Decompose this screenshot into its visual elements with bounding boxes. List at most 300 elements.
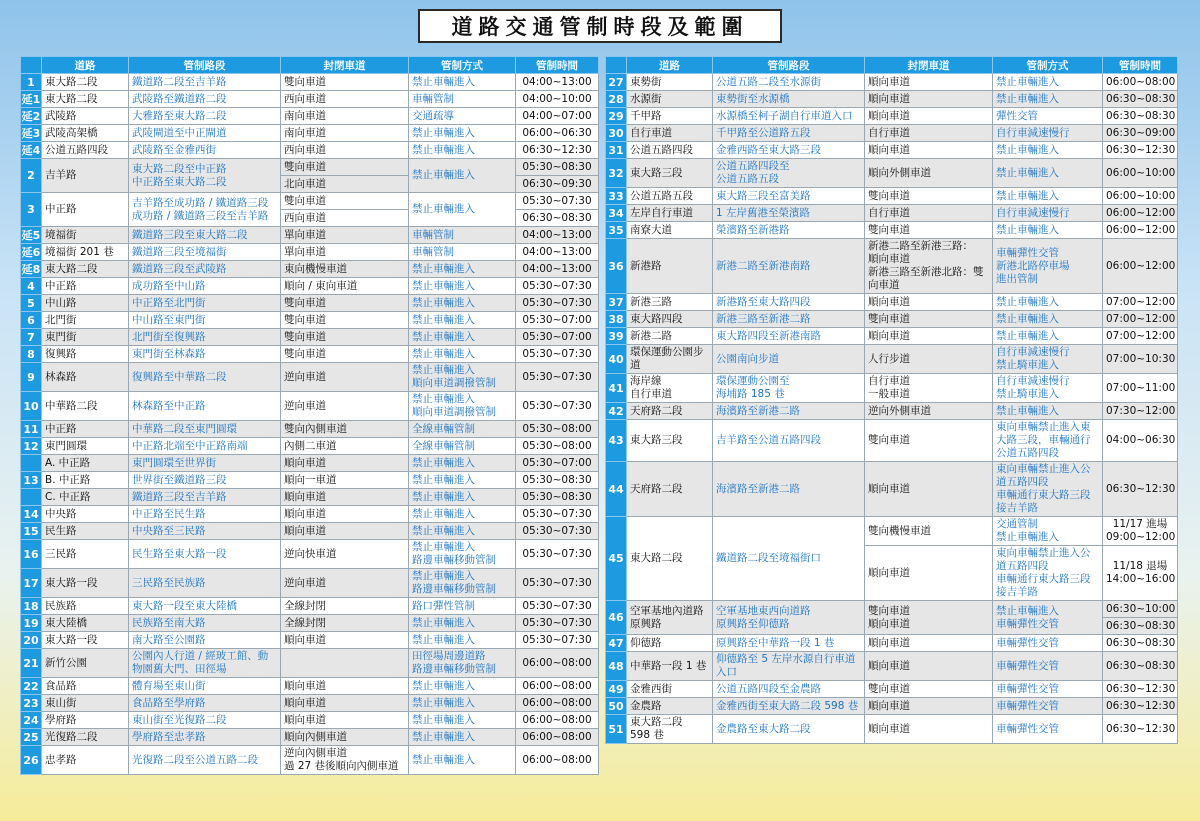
row-number: 32 bbox=[606, 159, 627, 188]
method-text: 大路三段，車輛通行 bbox=[996, 434, 1091, 446]
section-text: 林森路至中正路 bbox=[132, 399, 206, 412]
lane-cell bbox=[281, 108, 409, 125]
time-text: 05:30~07:30 bbox=[522, 547, 592, 560]
method-cell bbox=[409, 295, 516, 312]
road-name: 學府路 bbox=[45, 713, 77, 726]
time-cell bbox=[1103, 311, 1178, 328]
method-text: 禁止車輛進入 bbox=[412, 203, 475, 215]
method-text: 接吉羊路 bbox=[996, 502, 1038, 514]
method-text: 禁止車輛進入 bbox=[996, 75, 1059, 88]
time-text: 06:00~12:00 bbox=[1106, 223, 1176, 236]
road-name: 三民路 bbox=[45, 547, 77, 560]
method-text: 自行車減速慢行 bbox=[996, 346, 1070, 358]
time-cell bbox=[1103, 601, 1178, 635]
method-cell bbox=[993, 517, 1103, 546]
section-text: 體育場至東山街 bbox=[132, 679, 206, 692]
lane-text: 雙向車道 bbox=[281, 193, 408, 210]
lane-text: 自行車道 bbox=[868, 375, 910, 387]
time-cell bbox=[516, 421, 599, 438]
road-name: 公道五路四段 bbox=[630, 143, 693, 156]
method-text: 禁止車輛進入 bbox=[412, 330, 475, 343]
lane-text: 順向車道 bbox=[284, 633, 326, 646]
section-cell bbox=[713, 188, 865, 205]
method-cell bbox=[993, 652, 1103, 681]
method-text: 車輛通行東大路三段 bbox=[996, 573, 1091, 585]
method-text: 禁止車輛進入 bbox=[412, 126, 475, 139]
row-number: 50 bbox=[606, 698, 627, 715]
lane-text: 全線封閉 bbox=[284, 599, 326, 612]
method-text: 東向車輛禁止進入公 bbox=[996, 547, 1091, 559]
row-number: 延6 bbox=[21, 245, 41, 259]
time-cell bbox=[1103, 159, 1178, 188]
lane-cell bbox=[281, 91, 409, 108]
road-name: C. 中正路 bbox=[45, 490, 91, 503]
header-section: 管制路段 bbox=[713, 57, 865, 74]
table-row bbox=[21, 523, 599, 540]
row-number: 22 bbox=[21, 678, 42, 695]
road-name: 中山路 bbox=[45, 296, 77, 309]
road-cell bbox=[627, 108, 713, 125]
section-text: 中正路北端至中正路南端 bbox=[132, 439, 248, 452]
lane-cell bbox=[865, 374, 993, 403]
lane-cell bbox=[281, 193, 409, 227]
method-cell bbox=[993, 328, 1103, 345]
road-cell bbox=[42, 746, 129, 775]
time-text: 04:00~13:00 bbox=[522, 228, 592, 241]
method-cell bbox=[993, 635, 1103, 652]
method-cell bbox=[993, 91, 1103, 108]
time-text: 05:30~07:30 bbox=[516, 193, 598, 210]
road-name: 林森路 bbox=[45, 370, 77, 383]
road-cell bbox=[42, 506, 129, 523]
lane-cell bbox=[865, 125, 993, 142]
method-cell bbox=[993, 462, 1103, 517]
header-lane: 封閉車道 bbox=[281, 57, 409, 74]
section-text: 民族路至南大路 bbox=[132, 616, 206, 629]
section-cell bbox=[129, 421, 281, 438]
time-cell bbox=[516, 142, 599, 159]
time-cell bbox=[516, 244, 599, 261]
lane-text: 全線封閉 bbox=[284, 616, 326, 629]
road-cell bbox=[627, 635, 713, 652]
time-text: 05:30~07:00 bbox=[522, 330, 592, 343]
section-text: 水源橋至柯子湖自行車道入口 bbox=[716, 109, 853, 122]
time-text: 04:00~07:00 bbox=[522, 109, 592, 122]
time-cell bbox=[516, 261, 599, 278]
method-text: 禁止車輛進入 bbox=[996, 295, 1059, 308]
section-text: 東門街至林森路 bbox=[132, 347, 206, 360]
time-cell bbox=[516, 540, 599, 569]
method-text: 禁止車輛進入 bbox=[412, 473, 475, 486]
road-cell bbox=[42, 261, 129, 278]
time-text: 05:30~07:30 bbox=[522, 633, 592, 646]
road-cell bbox=[627, 142, 713, 159]
lane-cell bbox=[281, 261, 409, 278]
time-text: 05:30~08:30 bbox=[516, 159, 598, 176]
section-cell bbox=[713, 715, 865, 744]
row-number: 41 bbox=[606, 374, 627, 403]
time-cell bbox=[1103, 420, 1178, 462]
table-row bbox=[21, 227, 599, 244]
row-number: 延2 bbox=[21, 109, 41, 123]
section-cell bbox=[129, 346, 281, 363]
road-name: 公道五路四段 bbox=[45, 143, 108, 156]
lane-cell bbox=[281, 489, 409, 506]
row-number: 16 bbox=[21, 540, 42, 569]
method-cell bbox=[409, 540, 516, 569]
row-number: 9 bbox=[21, 363, 42, 392]
method-text: 車輛彈性交管 bbox=[996, 659, 1059, 672]
road-name: 忠孝路 bbox=[45, 753, 77, 766]
lane-cell bbox=[281, 615, 409, 632]
time-cell bbox=[516, 125, 599, 142]
lane-cell bbox=[281, 695, 409, 712]
section-cell bbox=[129, 489, 281, 506]
section-text: 武陵路至金雅西街 bbox=[132, 143, 216, 156]
time-cell bbox=[1103, 142, 1178, 159]
method-text: 禁止車輛進入 bbox=[412, 713, 475, 726]
road-name: 食品路 bbox=[45, 679, 77, 692]
time-cell bbox=[1103, 652, 1178, 681]
time-text: 06:30~08:30 bbox=[522, 212, 592, 224]
road-cell bbox=[627, 328, 713, 345]
method-text: 彈性交管 bbox=[996, 109, 1038, 122]
time-text: 09:00~12:00 bbox=[1106, 531, 1176, 543]
road-cell bbox=[42, 125, 129, 142]
time-cell bbox=[516, 295, 599, 312]
method-cell bbox=[993, 159, 1103, 188]
time-cell bbox=[516, 615, 599, 632]
section-cell bbox=[713, 403, 865, 420]
road-cell bbox=[42, 74, 129, 91]
time-text: 06:00~12:00 bbox=[1106, 259, 1176, 272]
section-text: 仰德路至 5 左岸水源自行車道 bbox=[716, 653, 856, 665]
section-text: 鐵道路三段至境福街 bbox=[132, 245, 227, 258]
road-cell bbox=[42, 346, 129, 363]
lane-text: 逆向內側車道 bbox=[284, 747, 347, 759]
method-cell bbox=[409, 91, 516, 108]
road-cell bbox=[42, 244, 129, 261]
section-text: 海埔路 185 巷 bbox=[716, 388, 785, 400]
road-cell bbox=[627, 374, 713, 403]
row-number: 42 bbox=[606, 403, 627, 420]
header-method: 管制方式 bbox=[993, 57, 1103, 74]
row-number: 延3 bbox=[21, 126, 41, 140]
section-text: 中央路至三民路 bbox=[132, 524, 206, 537]
lane-text: 雙向車道 bbox=[868, 434, 910, 446]
row-number: 27 bbox=[606, 74, 627, 91]
road-cell bbox=[42, 108, 129, 125]
method-cell bbox=[409, 392, 516, 421]
lane-cell bbox=[865, 652, 993, 681]
lane-text: 過 27 巷後順向內側車道 bbox=[284, 760, 399, 772]
method-cell bbox=[409, 261, 516, 278]
lane-text: 順向車道 bbox=[868, 617, 910, 630]
time-text: 06:30~12:30 bbox=[1106, 482, 1176, 495]
time-text: 04:00~13:00 bbox=[522, 245, 592, 258]
road-name: 東大路一段 bbox=[45, 633, 98, 646]
road-name: 水源街 bbox=[630, 92, 662, 105]
section-cell bbox=[713, 159, 865, 188]
method-text: 禁止車輛進入 bbox=[996, 166, 1059, 179]
method-text: 車輛彈性交管 bbox=[996, 246, 1059, 259]
road-name: 新港二路 bbox=[630, 329, 672, 342]
time-cell bbox=[516, 227, 599, 244]
section-cell bbox=[129, 392, 281, 421]
road-cell bbox=[42, 615, 129, 632]
method-cell bbox=[409, 312, 516, 329]
time-text: 06:00~06:30 bbox=[522, 126, 592, 139]
time-text: 06:00~08:00 bbox=[522, 753, 592, 766]
section-text: 東大路四段至新港南路 bbox=[716, 329, 821, 342]
table-row bbox=[21, 712, 599, 729]
section-text: 入口 bbox=[716, 666, 737, 678]
time-text: 05:30~07:30 bbox=[522, 279, 592, 292]
road-cell bbox=[42, 649, 129, 678]
method-text: 路邊車輛移動管制 bbox=[412, 583, 496, 595]
road-cell bbox=[42, 227, 129, 244]
method-text: 車輛管制 bbox=[412, 92, 454, 105]
time-text: 05:30~08:00 bbox=[522, 439, 592, 452]
row-number: 26 bbox=[21, 746, 42, 775]
table-row bbox=[21, 455, 599, 472]
lane-text: 西向車道 bbox=[284, 212, 326, 224]
time-cell bbox=[516, 346, 599, 363]
header-time: 管制時間 bbox=[516, 57, 599, 74]
row-number: 29 bbox=[606, 108, 627, 125]
lane-cell bbox=[281, 312, 409, 329]
method-cell bbox=[993, 681, 1103, 698]
header-road: 道路 bbox=[627, 57, 713, 74]
section-text: 東大路一段至東大陸橋 bbox=[132, 599, 237, 612]
road-name: 天府路二段 bbox=[630, 482, 683, 495]
time-cell bbox=[1103, 294, 1178, 311]
road-cell bbox=[42, 278, 129, 295]
road-name: 東勢街 bbox=[630, 75, 662, 88]
traffic-control-table-left bbox=[20, 56, 599, 775]
road-name: 仰德路 bbox=[630, 636, 662, 649]
time-text: 07:00~10:30 bbox=[1106, 352, 1176, 365]
road-cell bbox=[42, 142, 129, 159]
lane-cell bbox=[281, 227, 409, 244]
row-number: 8 bbox=[21, 346, 42, 363]
time-text: 05:30~08:30 bbox=[522, 490, 592, 503]
section-cell bbox=[129, 278, 281, 295]
method-text: 順向車道調撥管制 bbox=[412, 406, 496, 418]
time-text: 05:30~08:30 bbox=[522, 473, 592, 486]
time-text: 07:00~12:00 bbox=[1106, 329, 1176, 342]
section-cell bbox=[713, 345, 865, 374]
row-number: 延5 bbox=[21, 228, 41, 242]
section-cell bbox=[129, 746, 281, 775]
section-cell bbox=[713, 517, 865, 601]
table-row bbox=[606, 188, 1178, 205]
road-name: 左岸自行車道 bbox=[630, 206, 693, 219]
method-text: 禁止車輛進入 bbox=[412, 524, 475, 537]
lane-cell bbox=[865, 108, 993, 125]
lane-cell bbox=[281, 649, 409, 678]
lane-text: 雙向車道 bbox=[284, 347, 326, 360]
row-number: 12 bbox=[21, 438, 42, 455]
road-name: 東大路二段 bbox=[45, 75, 98, 88]
table-row bbox=[606, 125, 1178, 142]
lane-cell bbox=[281, 746, 409, 775]
section-text: 鐵道路三段至吉羊路 bbox=[132, 490, 227, 503]
table-row bbox=[21, 506, 599, 523]
section-text: 公園內人行道 / 經玻工館、動 bbox=[132, 650, 269, 662]
row-number: 47 bbox=[606, 635, 627, 652]
row-number: 10 bbox=[21, 392, 42, 421]
section-cell bbox=[713, 142, 865, 159]
road-cell bbox=[627, 681, 713, 698]
lane-text: 逆向車道 bbox=[284, 576, 326, 589]
time-text: 06:30~12:30 bbox=[1106, 699, 1176, 712]
method-cell bbox=[409, 649, 516, 678]
lane-text: 順向車道 bbox=[868, 566, 910, 579]
method-text: 自行車減速慢行 bbox=[996, 375, 1070, 387]
section-cell bbox=[713, 420, 865, 462]
section-text: 金雅西路至東大路三段 bbox=[716, 143, 821, 156]
table-row bbox=[606, 222, 1178, 239]
section-cell bbox=[129, 506, 281, 523]
section-text: 學府路至忠孝路 bbox=[132, 730, 206, 743]
time-cell bbox=[1103, 328, 1178, 345]
lane-text: 逆向車道 bbox=[284, 370, 326, 383]
road-name: 自行車道 bbox=[630, 126, 672, 139]
section-text: 公道五路四段至 bbox=[716, 160, 790, 172]
row-number: 40 bbox=[606, 345, 627, 374]
page-title: 道路交通管制時段及範圍 bbox=[418, 9, 782, 43]
method-text: 東向車輛禁止進入公 bbox=[996, 463, 1091, 475]
road-name-line2: 原興路 bbox=[630, 617, 662, 630]
road-name: 天府路二段 bbox=[630, 404, 683, 417]
road-cell bbox=[42, 363, 129, 392]
method-cell bbox=[409, 598, 516, 615]
method-text: 禁止車輛進入 bbox=[412, 364, 475, 376]
lane-cell bbox=[865, 222, 993, 239]
table-row bbox=[606, 205, 1178, 222]
road-name: 民生路 bbox=[45, 524, 77, 537]
road-cell bbox=[627, 188, 713, 205]
lane-cell bbox=[281, 421, 409, 438]
section-cell bbox=[129, 159, 281, 193]
lane-cell bbox=[281, 346, 409, 363]
time-cell bbox=[516, 329, 599, 346]
row-number: 36 bbox=[606, 239, 627, 294]
table-row bbox=[606, 345, 1178, 374]
road-name: 東大路三段 bbox=[630, 166, 683, 179]
method-cell bbox=[993, 294, 1103, 311]
time-text: 06:30~12:30 bbox=[1106, 682, 1176, 695]
time-cell bbox=[1103, 462, 1178, 517]
road-cell bbox=[627, 715, 713, 744]
row-number: 20 bbox=[21, 632, 42, 649]
table-row bbox=[21, 312, 599, 329]
section-text: 原興路至中華路一段 1 巷 bbox=[716, 636, 835, 649]
method-cell bbox=[409, 227, 516, 244]
road-name: 吉羊路 bbox=[45, 169, 77, 181]
method-text: 順向車道調撥管制 bbox=[412, 377, 496, 389]
table-row bbox=[606, 517, 1178, 546]
road-cell bbox=[627, 125, 713, 142]
lane-cell bbox=[281, 712, 409, 729]
section-text: 海濱路至新港二路 bbox=[716, 404, 800, 417]
road-name: 公道五路五段 bbox=[630, 189, 693, 202]
method-cell bbox=[409, 193, 516, 227]
lane-cell bbox=[865, 601, 993, 635]
lane-cell bbox=[865, 311, 993, 328]
section-text: 武陵閘道至中正閘道 bbox=[132, 126, 227, 139]
lane-cell bbox=[281, 569, 409, 598]
row-number: 37 bbox=[606, 294, 627, 311]
time-cell bbox=[516, 438, 599, 455]
section-text: 鐵道路二段至境福街口 bbox=[716, 552, 821, 564]
method-text: 禁止車輛進入 bbox=[996, 143, 1059, 156]
table-row bbox=[606, 681, 1178, 698]
time-text: 07:30~12:00 bbox=[1106, 404, 1176, 417]
road-name: 新竹公園 bbox=[45, 656, 87, 669]
section-cell bbox=[129, 91, 281, 108]
lane-text: 新港三路至新港北路：雙 bbox=[868, 266, 984, 278]
section-cell bbox=[129, 438, 281, 455]
road-cell bbox=[627, 91, 713, 108]
road-name: 境福街 bbox=[45, 228, 77, 241]
method-cell bbox=[993, 546, 1103, 601]
row-number: 43 bbox=[606, 420, 627, 462]
lane-cell bbox=[281, 329, 409, 346]
row-number bbox=[21, 455, 42, 472]
lane-cell bbox=[281, 278, 409, 295]
method-cell bbox=[993, 715, 1103, 744]
row-number: 15 bbox=[21, 523, 42, 540]
road-name: 境福街 201 巷 bbox=[45, 245, 114, 258]
lane-cell bbox=[865, 420, 993, 462]
lane-cell bbox=[281, 295, 409, 312]
method-text: 禁止車輛進入 bbox=[996, 531, 1059, 543]
section-text: 民生路至東大路一段 bbox=[132, 547, 227, 560]
row-number: 14 bbox=[21, 506, 42, 523]
method-text: 車輛彈性交管 bbox=[996, 617, 1059, 630]
section-text: 東山街至光復路二段 bbox=[132, 713, 227, 726]
lane-cell bbox=[865, 159, 993, 188]
lane-text: 順向車道 bbox=[284, 507, 326, 520]
row-number: 44 bbox=[606, 462, 627, 517]
section-text: 復興路至中華路二段 bbox=[132, 370, 227, 383]
lane-cell bbox=[865, 715, 993, 744]
method-text: 道五路四段 bbox=[996, 560, 1049, 572]
section-text: 東大路二段至中正路 bbox=[132, 162, 227, 175]
road-name-line2: 598 巷 bbox=[630, 729, 664, 741]
section-cell bbox=[713, 91, 865, 108]
section-text: 鐵道路二段至吉羊路 bbox=[132, 75, 227, 88]
lane-text: 順向內側車道 bbox=[284, 730, 347, 743]
lane-cell bbox=[281, 125, 409, 142]
road-cell bbox=[627, 403, 713, 420]
method-text: 禁止車輛進入 bbox=[412, 753, 475, 766]
time-cell bbox=[1103, 239, 1178, 294]
section-text: 世界街至鐵道路三段 bbox=[132, 473, 227, 486]
road-name: 東門圓環 bbox=[45, 439, 87, 452]
road-name: 東大路二段 bbox=[630, 716, 683, 728]
section-text: 吉羊路至成功路 / 鐵道路三段 bbox=[132, 196, 269, 209]
time-text: 06:30~08:30 bbox=[1106, 109, 1176, 122]
method-cell bbox=[409, 346, 516, 363]
section-cell bbox=[129, 295, 281, 312]
section-text: 公道五路二段至水源街 bbox=[716, 75, 821, 88]
road-cell bbox=[42, 438, 129, 455]
lane-cell bbox=[281, 455, 409, 472]
time-text: 05:30~07:00 bbox=[522, 313, 592, 326]
